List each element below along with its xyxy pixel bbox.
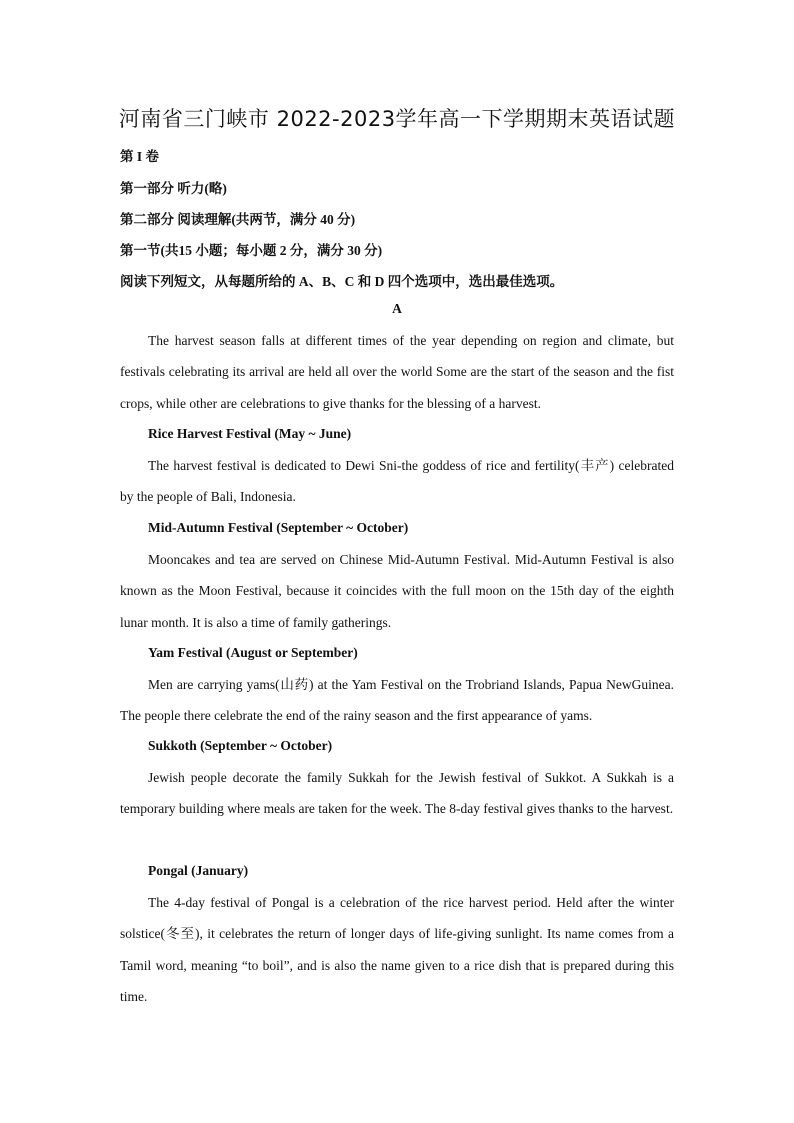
volume-label: 第 I 卷 bbox=[120, 149, 160, 164]
section1-heading: 第一节(共15 小题；每小题 2 分，满分 30 分) bbox=[120, 243, 383, 258]
festival-heading-rice: Rice Harvest Festival (May ~ June) bbox=[148, 426, 352, 441]
passage-label: A bbox=[392, 301, 402, 316]
page-title: 河南省三门峡市 2022-2023学年高一下学期期末英语试题 bbox=[118, 107, 676, 131]
festival-heading-pongal: Pongal (January) bbox=[148, 863, 249, 878]
festival-heading-mid-autumn: Mid-Autumn Festival (September ~ October) bbox=[148, 520, 409, 535]
instruction-text: 阅读下列短文，从每题所给的 A、B、C 和 D 四个选项中，选出最佳选项。 bbox=[120, 274, 564, 289]
festival-text-mid-autumn: Mooncakes and tea are served on Chinese Mid-Autumn Festival. Mid-Autumn Festival is also known as the Moon Festival, because it coincides with the full moon on the 15th day of the eighth lunar month. It is also a time of family gatherings. bbox=[120, 552, 674, 630]
festival-text-sukkoth: Jewish people decorate the family Sukkah for the Jewish festival of Sukkot. A Sukkah is a temporary building where meals are taken for the week. The 8-day festival gives thanks to the harvest. bbox=[120, 770, 674, 817]
festival-text-rice: The harvest festival is dedicated to Dewi Sni-the goddess of rice and fertility(丰产) celebrated by the people of Bali, Indonesia. bbox=[120, 458, 674, 505]
part2-heading: 第二部分 阅读理解(共两节，满分 40 分) bbox=[120, 212, 356, 227]
festival-heading-yam: Yam Festival (August or September) bbox=[148, 645, 358, 660]
festival-text-pongal: The 4-day festival of Pongal is a celebration of the rice harvest period. Held after the winter solstice(冬至), it celebrates the return of longer days of life-giving sunlight. Its name comes from a Tamil word, meaning “to boil”, and is also the name given to a rice dish that is prepared during this time. bbox=[120, 895, 674, 1004]
festival-heading-sukkoth: Sukkoth (September ~ October) bbox=[148, 738, 333, 753]
festival-text-yam: Men are carrying yams(山药) at the Yam Festival on the Trobriand Islands, Papua NewGuinea. The people there celebrate the end of the rainy season and the first appearance of yams. bbox=[120, 677, 674, 724]
intro-paragraph: The harvest season falls at different times of the year depending on region and climate, but festivals celebrating its arrival are held all over the world Some are the start of the season and the fist crops, while other are celebrations to give thanks for the blessing of a harvest. bbox=[120, 333, 674, 411]
part1-heading: 第一部分 听力(略) bbox=[120, 181, 227, 196]
